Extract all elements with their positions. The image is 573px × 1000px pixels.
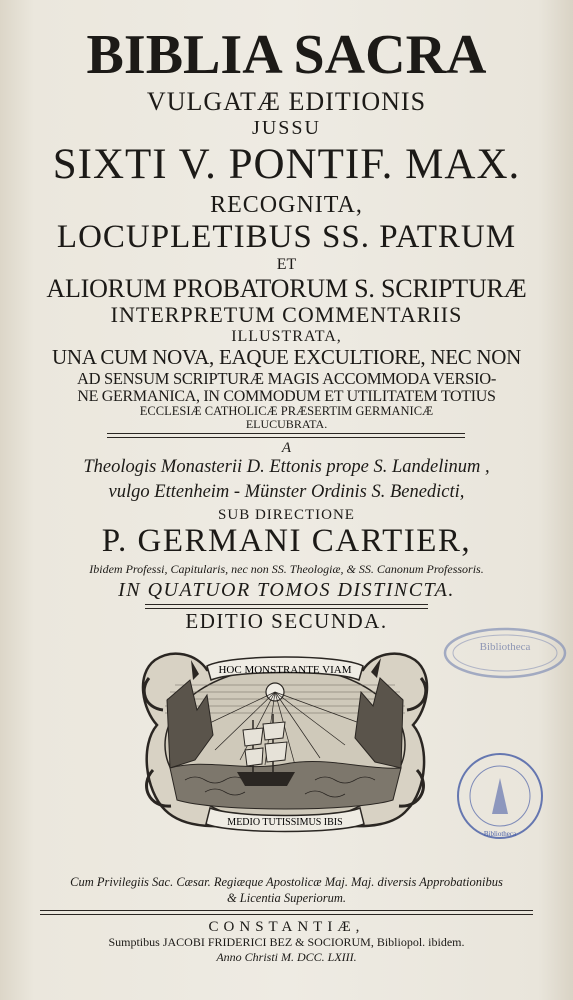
sub-directione: SUB DIRECTIONE bbox=[218, 507, 355, 523]
title-ad-sensum: AD SENSUM SCRIPTURÆ MAGIS ACCOMMODA VERSIO- bbox=[76, 369, 497, 388]
authors-a: A bbox=[281, 440, 292, 456]
title-et: ET bbox=[276, 256, 297, 273]
title-jussu: JUSSU bbox=[252, 117, 321, 139]
title-vulgatae-editionis: VULGATÆ EDITIONIS bbox=[146, 87, 427, 116]
privilege-line-1: Cum Privilegiis Sac. Cæsar. Regiæque Apostolicæ Maj. Maj. diversis Approbationibus bbox=[70, 875, 503, 889]
imprint-publisher: Sumptibus JACOBI FRIDERICI BEZ & SOCIORUM, Bibliopol. ibidem. bbox=[108, 935, 465, 949]
title-ecclesiae: ECCLESIÆ CATHOLICÆ PRÆSERTIM GERMANICÆ bbox=[139, 404, 434, 418]
title-una-cum-nova: UNA CUM NOVA, EAQUE EXCULTIORE, NEC NON bbox=[52, 345, 521, 369]
banner-bottom-text: MEDIO TUTISSIMUS IBIS bbox=[227, 817, 343, 828]
divider-rule-1 bbox=[107, 433, 465, 438]
title-ne-germanica: NE GERMANICA, IN COMMODUM ET UTILITATEM TOTIUS bbox=[77, 388, 496, 405]
editor-description: Ibidem Professi, Capitularis, nec non SS. Theologiæ, & SS. Canonum Professoris. bbox=[89, 562, 484, 576]
title-elucubrata: ELUCUBRATA. bbox=[245, 417, 328, 431]
title-interpretum: INTERPRETUM COMMENTARIIS bbox=[110, 302, 463, 327]
ship-vignette bbox=[135, 640, 435, 835]
round-stamp-text: Bibliotheca bbox=[483, 830, 517, 838]
privilege-line-2: & Licentia Superiorum. bbox=[226, 891, 347, 905]
editor-name: P. GERMANI CARTIER, bbox=[101, 523, 472, 559]
title-illustrata: ILLUSTRATA, bbox=[231, 328, 342, 345]
authors-line-2: vulgo Ettenheim - Münster Ordinis S. Benedicti, bbox=[108, 482, 465, 502]
volumes-line: IN QUATUOR TOMOS DISTINCTA. bbox=[118, 579, 455, 601]
title-aliorum: ALIORUM PROBATORUM S. SCRIPTURÆ bbox=[46, 274, 527, 303]
authors-line-1: Theologis Monasterii D. Ettonis prope S. Landelinum , bbox=[83, 457, 490, 477]
divider-rule-3 bbox=[40, 910, 533, 915]
imprint-city: CONSTANTIÆ, bbox=[208, 919, 365, 935]
title-biblia-sacra: BIBLIA SACRA bbox=[86, 24, 487, 86]
banner-top-text: HOC MONSTRANTE VIAM bbox=[218, 664, 352, 676]
imprint-year: Anno Christi M. DCC. LXIII. bbox=[216, 950, 357, 964]
edition-line: EDITIO SECUNDA. bbox=[185, 609, 388, 633]
library-round-stamp bbox=[452, 748, 548, 844]
title-sixti-pontif: SIXTI V. PONTIF. MAX. bbox=[52, 141, 521, 188]
title-locupletibus: LOCUPLETIBUS SS. PATRUM bbox=[56, 219, 517, 255]
oval-stamp-text: Bibliotheca bbox=[479, 641, 531, 653]
library-oval-stamp bbox=[440, 624, 570, 682]
title-recognita: RECOGNITA, bbox=[210, 192, 363, 218]
